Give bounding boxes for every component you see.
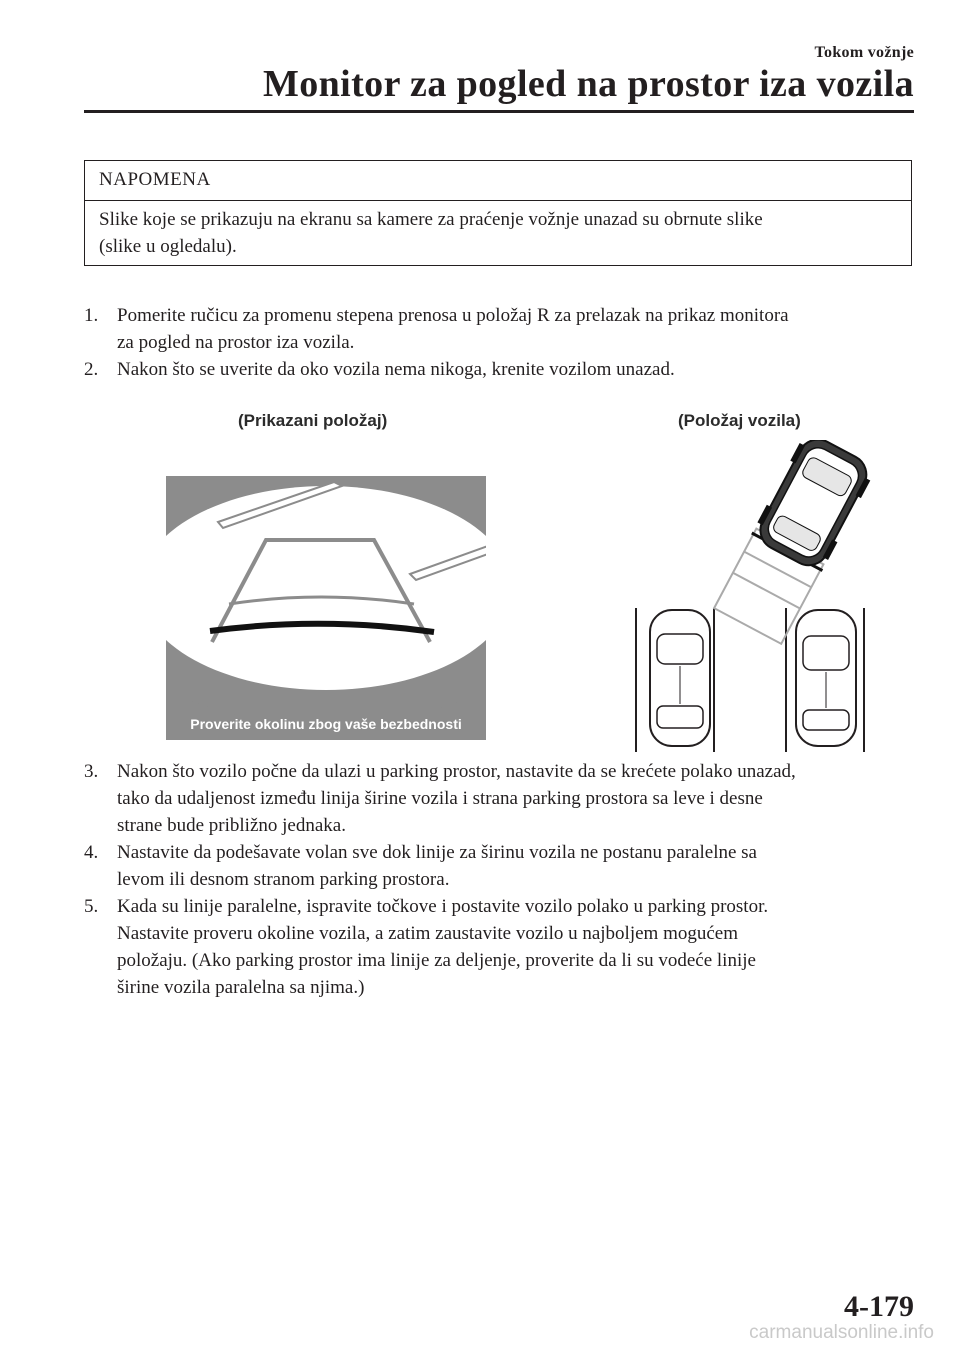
step-item	[84, 893, 916, 1001]
note-box	[84, 160, 912, 266]
step-line: levom ili desnom stranom parking prostora.	[117, 869, 450, 890]
step-number: 1.	[84, 305, 99, 326]
page-title: Monitor za pogled na prostor iza vozila	[262, 63, 914, 105]
note-line: (slike u ogledalu).	[99, 236, 237, 257]
step-number: 3.	[84, 761, 99, 782]
parking-position-illustration	[624, 440, 894, 752]
camera-warning-text: Proverite okolinu zbog vaše bezbednosti	[190, 716, 462, 732]
steps-list-a	[84, 302, 916, 383]
reversing-vehicle	[712, 440, 877, 645]
step-item	[84, 302, 916, 356]
steps-list-b	[84, 758, 916, 1001]
camera-view-illustration	[166, 476, 486, 740]
step-line: Pomerite ručicu za promenu stepena prenosa u položaj R za prelazak na prikaz monitora	[117, 305, 789, 326]
step-line: Kada su linije paralelne, ispravite točkove i postavite vozilo polako u parking prostor.	[117, 896, 769, 917]
step-line: položaju. (Ako parking prostor ima linije za deljenje, proverite da li su vodeće linije	[117, 950, 756, 971]
parked-car-right	[796, 610, 856, 746]
note-body	[85, 201, 911, 260]
header-rule	[84, 110, 914, 113]
watermark-link[interactable]: carmanualsonline.info	[749, 1322, 934, 1343]
step-line: Nastavite da podešavate volan sve dok linije za širinu vozila ne postanu paralelne sa	[117, 842, 757, 863]
figure-caption-left: (Prikazani položaj)	[238, 411, 388, 430]
page-number: 4-179	[844, 1290, 914, 1323]
step-line: strane bude približno jednaka.	[117, 815, 346, 836]
step-item	[84, 839, 916, 893]
step-line: za pogled na prostor iza vozila.	[117, 332, 355, 353]
step-line: Nakon što vozilo počne da ulazi u parking prostor, nastavite da se krećete polako unazad,	[117, 761, 796, 782]
step-number: 2.	[84, 359, 99, 380]
note-line: Slike koje se prikazuju na ekranu sa kamere za praćenje vožnje unazad su obrnute slike	[99, 209, 763, 230]
step-line: Nakon što se uverite da oko vozila nema nikoga, krenite vozilom unazad.	[117, 359, 675, 380]
step-line: širine vozila paralelna sa njima.)	[117, 977, 365, 998]
step-item	[84, 356, 916, 383]
step-line: tako da udaljenost između linija širine vozila i strana parking prostora sa leve i desne	[117, 788, 763, 809]
section-label: Tokom vožnje	[814, 44, 914, 61]
figure-caption-right: (Položaj vozila)	[678, 411, 801, 430]
note-heading: NAPOMENA	[85, 161, 911, 201]
step-number: 5.	[84, 896, 99, 917]
step-item	[84, 758, 916, 839]
step-number: 4.	[84, 842, 99, 863]
parked-car-left	[650, 610, 710, 746]
camera-view-area	[166, 486, 486, 690]
step-line: Nastavite proveru okoline vozila, a zatim zaustavite vozilo u najboljem mogućem	[117, 923, 738, 944]
